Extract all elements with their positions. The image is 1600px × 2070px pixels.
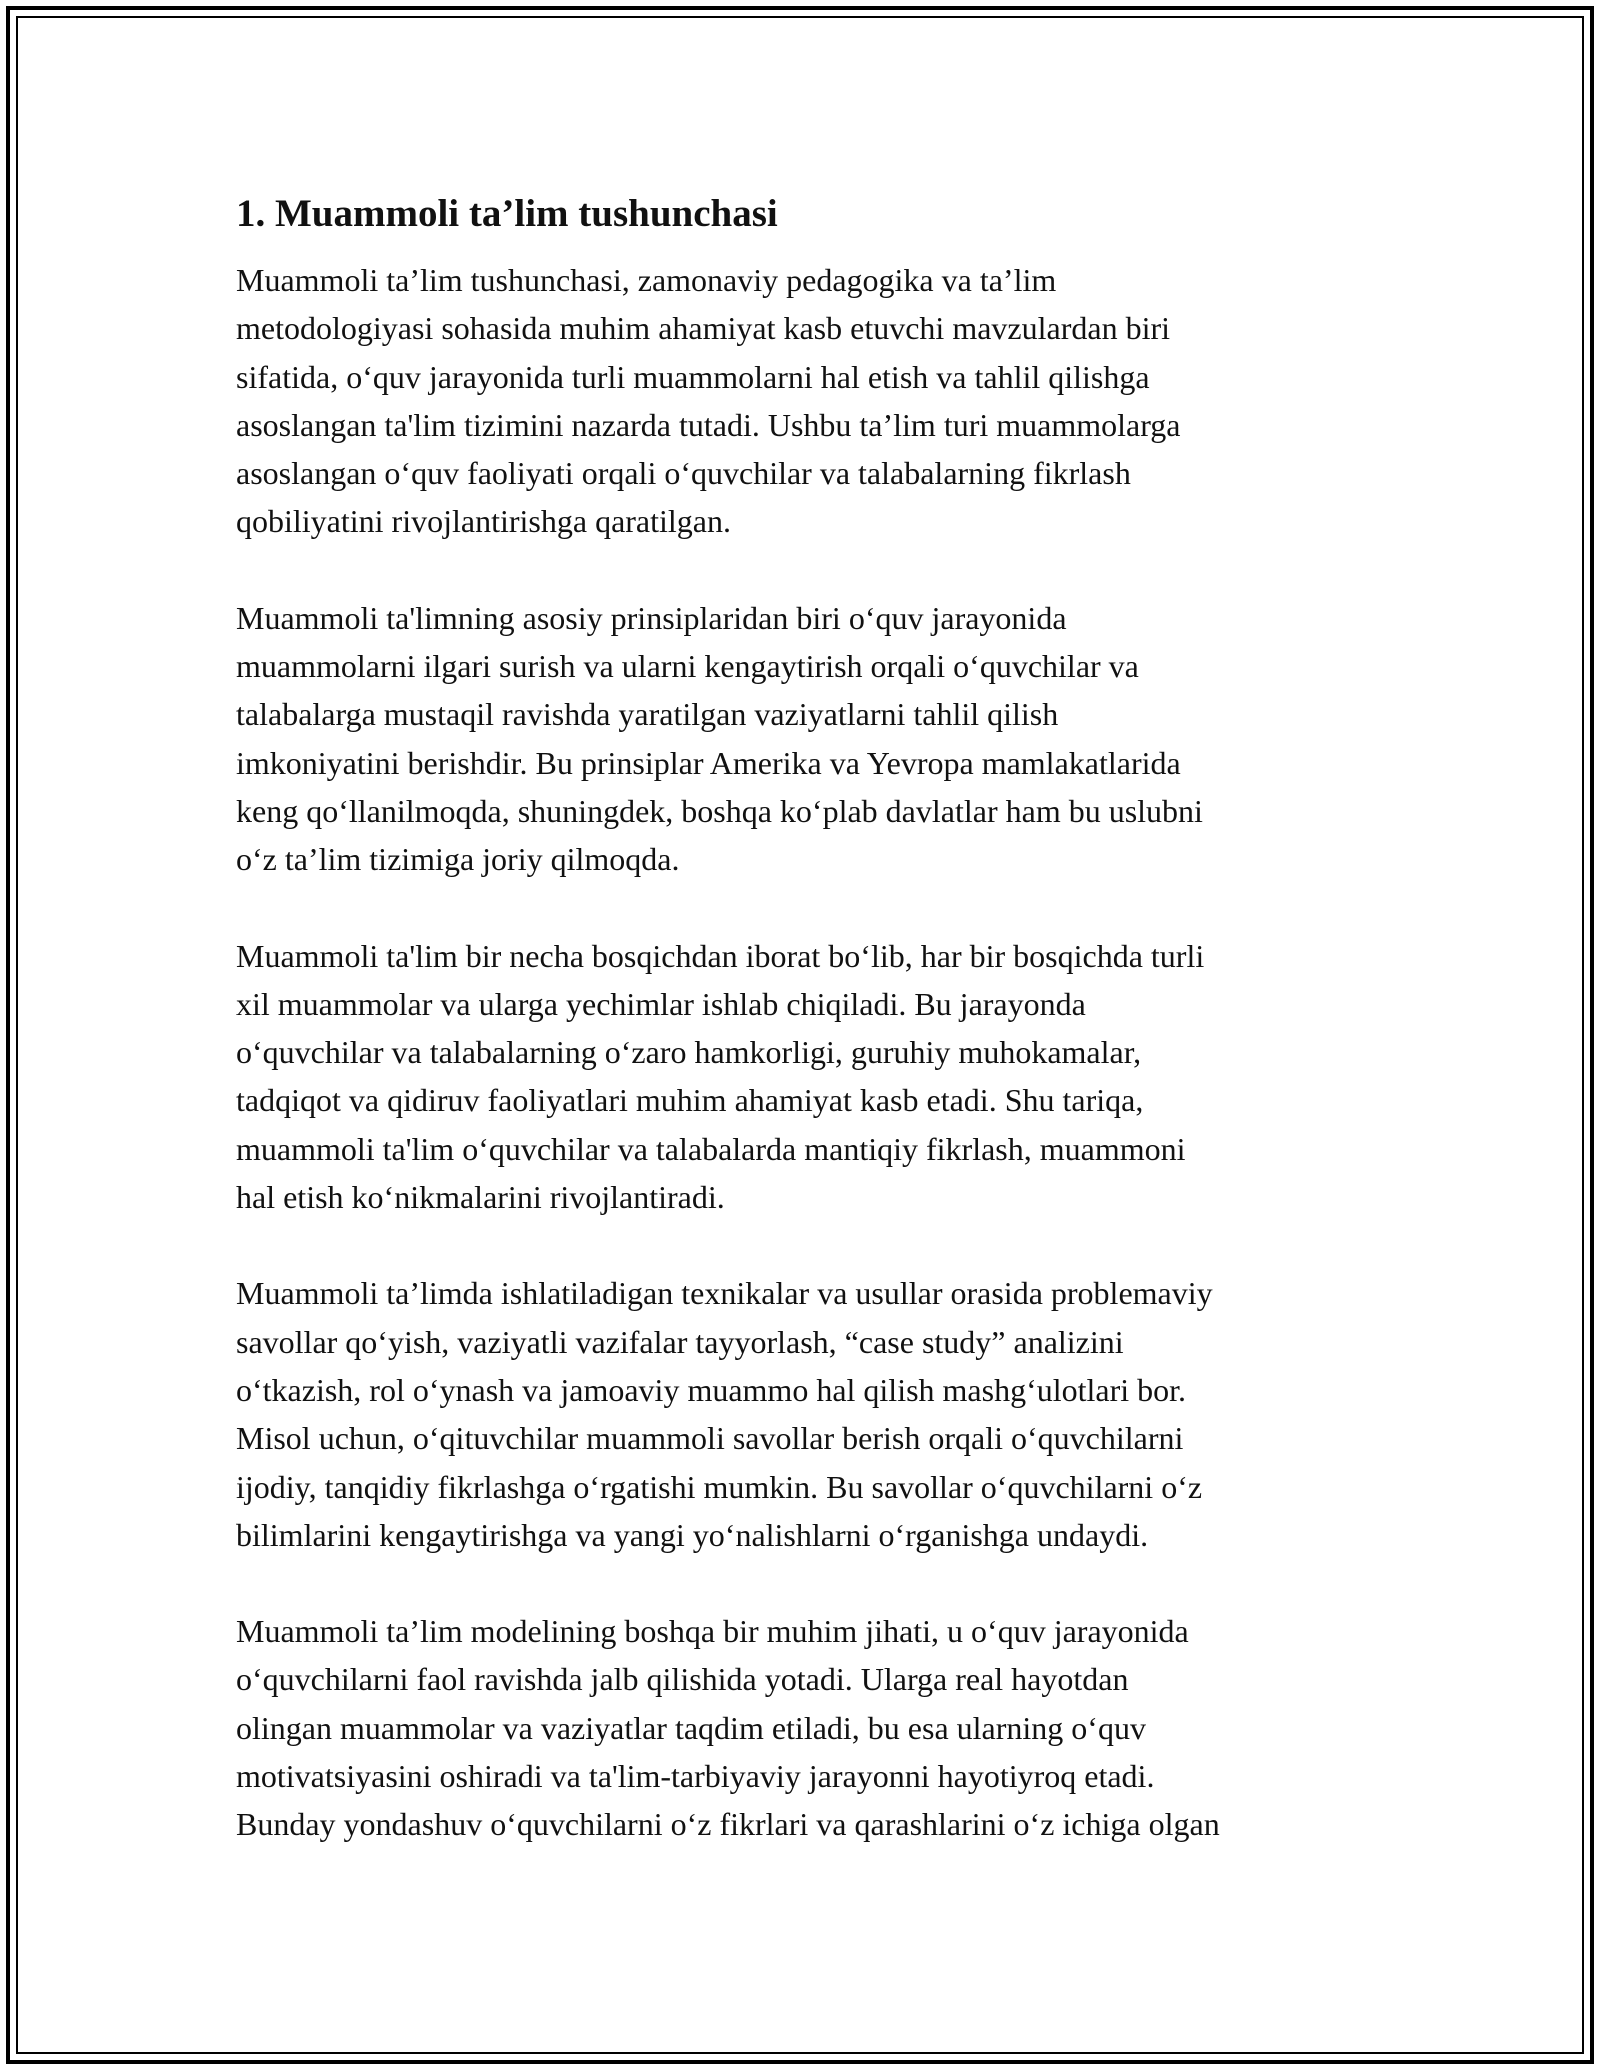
- paragraph-5: [236, 1607, 1386, 1848]
- text-line: o‘quvchilar va talabalarning o‘zaro hamkorligi, guruhiy muhokamalar,: [236, 1034, 1142, 1071]
- text-line: Misol uchun, o‘qituvchilar muammoli savollar berish orqali o‘quvchilarni: [236, 1420, 1184, 1457]
- text-line: muammolarni ilgari surish va ularni kengaytirish orqali o‘quvchilar va: [236, 648, 1139, 685]
- text-line: motivatsiyasini oshiradi va ta'lim-tarbiyaviy jarayonni hayotiyroq etadi.: [236, 1758, 1155, 1795]
- section-heading: 1. Muammoli ta’lim tushunchasi: [236, 192, 778, 235]
- text-line: keng qo‘llanilmoqda, shuningdek, boshqa ko‘plab davlatlar ham bu uslubni: [236, 792, 1203, 829]
- text-line: savollar qo‘yish, vaziyatli vazifalar tayyorlash, “case study” analizini: [236, 1323, 1124, 1360]
- text-line: qobiliyatini rivojlantirishga qaratilgan.: [236, 503, 731, 540]
- text-line: hal etish ko‘nikmalarini rivojlantiradi.: [236, 1179, 725, 1216]
- paragraph-1: [236, 256, 1386, 546]
- text-line: imkoniyatini berishdir. Bu prinsiplar Amerika va Yevropa mamlakatlarida: [236, 744, 1181, 781]
- text-line: olingan muammolar va vaziyatlar taqdim etiladi, bu esa ularning o‘quv: [236, 1709, 1146, 1746]
- text-line: o‘tkazish, rol o‘ynash va jamoaviy muammo hal qilish mashg‘ulotlari bor.: [236, 1371, 1187, 1408]
- text-line: o‘z ta’lim tizimiga joriy qilmoqda.: [236, 841, 680, 878]
- text-line: metodologiyasi sohasida muhim ahamiyat kasb etuvchi mavzulardan biri: [236, 310, 1170, 347]
- text-line: Muammoli ta’limda ishlatiladigan texnikalar va usullar orasida problemaviy: [236, 1275, 1213, 1312]
- text-line: tadqiqot va qidiruv faoliyatlari muhim ahamiyat kasb etadi. Shu tariqa,: [236, 1082, 1144, 1119]
- text-line: xil muammolar va ularga yechimlar ishlab chiqiladi. Bu jarayonda: [236, 985, 1086, 1022]
- text-line: ijodiy, tanqidiy fikrlashga o‘rgatishi mumkin. Bu savollar o‘quvchilarni o‘z: [236, 1468, 1203, 1505]
- text-line: asoslangan o‘quv faoliyati orqali o‘quvchilar va talabalarning fikrlash: [236, 455, 1131, 492]
- paragraph-3: [236, 932, 1386, 1222]
- text-line: Muammoli ta'limning asosiy prinsiplaridan biri o‘quv jarayonida: [236, 599, 1067, 636]
- text-line: Muammoli ta’lim tushunchasi, zamonaviy pedagogika va ta’lim: [236, 262, 1057, 298]
- paragraph-2: [236, 594, 1386, 884]
- text-line: talabalarga mustaqil ravishda yaratilgan vaziyatlarni tahlil qilish: [236, 696, 1059, 733]
- text-line: Bunday yondashuv o‘quvchilarni o‘z fikrlari va qarashlarini o‘z ichiga olgan: [236, 1806, 1220, 1843]
- text-line: bilimlarini kengaytirishga va yangi yo‘nalishlarni o‘rganishga undaydi.: [236, 1516, 1149, 1553]
- paragraph-4: [236, 1269, 1386, 1559]
- text-line: asoslangan ta'lim tizimini nazarda tutadi. Ushbu ta’lim turi muammolarga: [236, 406, 1181, 443]
- text-line: muammoli ta'lim o‘quvchilar va talabalarda mantiqiy fikrlash, muammoni: [236, 1130, 1186, 1167]
- text-line: o‘quvchilarni faol ravishda jalb qilishida yotadi. Ularga real hayotdan: [236, 1661, 1129, 1698]
- text-line: sifatida, o‘quv jarayonida turli muammolarni hal etish va tahlil qilishga: [236, 358, 1150, 395]
- document-body: [236, 186, 1386, 1897]
- text-line: Muammoli ta'lim bir necha bosqichdan iborat bo‘lib, har bir bosqichda turli: [236, 937, 1205, 974]
- text-line: Muammoli ta’lim modelining boshqa bir muhim jihati, u o‘quv jarayonida: [236, 1613, 1189, 1650]
